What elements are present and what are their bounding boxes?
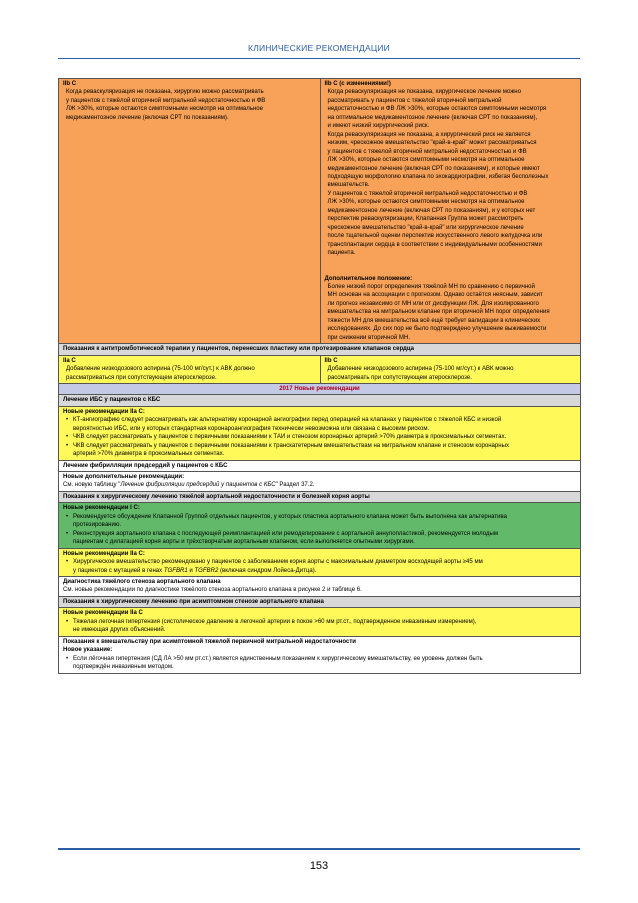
header-title: КЛИНИЧЕСКИЕ РЕКОМЕНДАЦИИ	[248, 43, 390, 53]
class-heading: IIb C	[63, 81, 77, 87]
text-line: у пациентов с тяжелой вторичной митральной недостаточностью и ФВ	[327, 148, 527, 155]
bullet-item: • ЧКВ следует рассматривать у пациентов с первичными показаниями к транскатетерным вмешательствам на митральном клапане и стенозом коронарных	[63, 442, 576, 450]
recommendation-cell	[59, 407, 580, 460]
text-line: ли прогноз независимо от МН или от дисфункции ЛЖ. Для изолированного	[327, 300, 539, 307]
bullet-continuation: артерий >70% диаметра в проксимальных сегментах.	[73, 451, 225, 458]
recommendations-table	[58, 78, 581, 674]
table-row	[59, 472, 580, 492]
new-recommendation-cell	[320, 79, 581, 343]
bullet-item: • ЧКВ следует рассматривать у пациентов с первичными показаниями к ТАИ и стенозом коронарных артерий >70% диаметра в проксимальных сегментах.	[63, 433, 576, 441]
recommendation-cell	[59, 608, 580, 635]
table-row	[59, 461, 580, 472]
table-row	[59, 407, 580, 461]
text-line: Добавление низкодозового аспирина (75-100 мг/сут.) к АВК должно	[66, 366, 255, 373]
bullet-continuation: протезированию.	[73, 522, 122, 529]
page-number: 153	[309, 860, 329, 872]
text-line: ЛЖ >30%, которые остаются симптомными несмотря на оптимальное	[66, 106, 264, 113]
section-title: Показания к антитромботической терапии у пациентов, перенесших пластику или протезирование клапанов сердца	[59, 344, 580, 354]
bullet-item: • Тяжелая легочная гипертензия (систолическое давление в легочной артерии в покое >60 мм рт.ст., подтвержденное инвазивным измерением),	[63, 618, 576, 626]
text-line: пациента.	[327, 250, 356, 257]
text-line: подходящую морфологию клапана по эхокардиографии, избегая бесполезных	[327, 173, 549, 180]
table-row	[59, 395, 580, 406]
old-recommendation-cell	[59, 356, 320, 383]
text-line: МН основан на ассоциации с прогнозом. Однако остаётся неясным, зависит	[327, 292, 543, 299]
footer-rule	[58, 848, 580, 850]
section-title: Диагностика тяжёлого стеноза аортального клапана	[63, 579, 221, 586]
class-heading: Новые рекомендации IIa C	[63, 610, 143, 617]
gene-name: TGFBR2	[194, 567, 219, 574]
text-part: См. новую таблицу "	[63, 482, 121, 489]
table-row	[59, 503, 580, 548]
recommendation-cell	[59, 577, 580, 596]
text-line: и имеют низкий хирургический риск.	[327, 123, 430, 130]
gene-name: TGFBR1	[163, 567, 188, 574]
text-line: рассматривать у пациентов с тяжелой вторичной митральной	[327, 97, 502, 104]
class-heading: IIb C	[324, 357, 338, 364]
new-recommendations-banner: 2017 Новые рекомендации	[59, 384, 580, 394]
text-part: " Раздел 37.2.	[275, 482, 315, 489]
text-line: вмешательств.	[327, 182, 370, 189]
text-part: (включая синдром Лойеса-Дитца).	[218, 567, 317, 574]
text-line: вмешательства на митральном клапане при вторичной МН порог определения	[327, 309, 550, 316]
recommendation-cell	[59, 472, 580, 491]
text-line: медикаментозное лечение (включая СРТ по показаниям).	[66, 114, 229, 121]
bullet-item: • Если лёгочная гипертензия (СД ЛА >50 мм рт.ст.) является единственным показанием к хирургическому вмешательству, ее уровень должен быть	[63, 655, 576, 663]
reference-text	[63, 481, 576, 489]
text-line: низким, чрескожное вмешательство "край-в-край" может рассматриваться	[327, 140, 537, 147]
bullet-continuation: вероятностью ИБС, или у которых стандартная коронароангиография технически невозможна или связана с высоким риском.	[73, 425, 430, 432]
bullet-continuation: пациентам с дилатацией корня аорты и трёхстворчатым аортальным клапаном, если выполняется опытными хирургами.	[73, 539, 415, 546]
table-reference-title: Лечение фибрилляции предсердий у пациентов с КБС	[120, 482, 276, 489]
table-row	[59, 549, 580, 577]
text-line: медикаментозное лечение (включая СРТ по показаниям), и которые имеют	[327, 165, 540, 172]
class-heading: IIa C	[63, 357, 76, 364]
table-row	[59, 608, 580, 636]
text-line: при снижении вторичной МН.	[327, 334, 410, 341]
text-line: тяжести МН для вмешательства всё ещё требует валидации в клинических	[327, 317, 541, 324]
header-rule	[58, 58, 580, 59]
section-title: Показания к хирургическому лечению тяжёлой аортальной недостаточности и болезней корня аорты	[59, 492, 580, 502]
bullet-item: • Хирургическое вмешательство рекомендовано у пациентов с заболеванием корня аорты с максимальным диаметром восходящей аорты ≥45 мм	[63, 558, 576, 566]
table-row	[59, 344, 580, 355]
text-line: исследованиях. До сих пор не было подтверждено улучшение выживаемости	[327, 326, 547, 333]
bullet-continuation: не имеющая других объяснений.	[73, 627, 166, 634]
table-row	[59, 79, 580, 344]
bullet-item: • Рекомендуется обсуждение Клапанной Группой отдельных пациентов, у которых пластика аортального клапана может быть выполнена как альтернатива	[63, 513, 576, 521]
class-heading: IIb C (с изменениями!)	[324, 81, 391, 87]
text-line: рассматриваться при сопутствующем атеросклерозе.	[66, 374, 217, 381]
class-heading: Новые дополнительные рекомендации:	[63, 474, 185, 481]
table-row	[59, 492, 580, 503]
text-line: перспектив реваскуляризации, Клапанная Группа может рассмотреть	[327, 216, 524, 223]
text-line: у пациентов с тяжёлой вторичной митральной недостаточностью и ФВ	[66, 97, 266, 104]
new-recommendation-cell	[320, 356, 581, 383]
class-heading: Новые рекомендации I C:	[63, 505, 140, 512]
text-part: и	[187, 567, 195, 574]
section-title: Показания к хирургическому лечению при асимптомном стенозе аортального клапана	[59, 597, 580, 607]
text-line: См. новые рекомендации по диагностике тяжёлого стеноза аортального клапана в рисунке 2 и таблице 6.	[63, 587, 362, 594]
class-heading: Новые рекомендации IIa C:	[63, 550, 145, 557]
recommendation-cell	[59, 503, 580, 547]
class-heading: Новое указание:	[63, 647, 113, 654]
text-part: у пациентов с мутацией в генах	[73, 567, 164, 574]
text-line: рассматривать при сопутствующем атеросклерозе.	[327, 374, 472, 381]
bullet-item: • КТ-ангиографию следует рассматривать как альтернативу коронарной ангиографии перед операцией на клапанах у пациентов с тяжелой КБС и низкой	[63, 416, 576, 424]
text-line: ЛЖ >30%, которые остаются симптомными несмотря на оптимальное	[327, 157, 525, 164]
recommendation-cell	[59, 549, 580, 576]
old-recommendation-cell	[59, 79, 320, 343]
bullet-item: • Реконструкция аортального клапана с последующей реимплантацией или ремоделирование с аортальной аннулопластикой, рекомендуется молодым	[63, 530, 576, 538]
text-line: ЛЖ >30%, которые остаются симптомными несмотря на оптимальное	[327, 199, 525, 206]
recommendation-cell	[59, 637, 580, 673]
table-row	[59, 384, 580, 395]
text-line: недостаточностью и ФВ ЛЖ >30%, которые остаются симптомными несмотря	[327, 106, 547, 113]
text-line: трансплантации сердца в соответствии с индивидуальными особенностями	[327, 241, 542, 248]
text-line: Более низкий порог определения тяжёлой МН по сравнению с первичной	[327, 283, 535, 290]
table-row	[59, 356, 580, 384]
text-line: Когда реваскуляризация не показана, а хирургический риск не является	[327, 131, 531, 138]
section-title: Показания к вмешательству при асимптомной тяжелой первичной митральной недостаточности	[63, 638, 357, 645]
class-heading: Новые рекомендации IIa C:	[63, 408, 145, 415]
text-line: У пациентов с тяжелой вторичной митральной недостаточностью и ФВ	[327, 190, 528, 197]
text-line: на оптимальное медикаментозное лечение (включая СРТ по показаниям),	[327, 114, 538, 121]
table-row	[59, 597, 580, 608]
table-row	[59, 577, 580, 597]
table-row	[59, 637, 580, 673]
text-line: Когда реваскуляризация не показана, хирургию можно рассматривать	[66, 89, 264, 96]
bullet-continuation	[63, 567, 576, 575]
text-line: чрескожное вмешательство "край-в-край" или хирургическое лечение	[327, 224, 524, 231]
text-line: Добавление низкодозового аспирина (75-100 мг/сут.) к АВК можно	[327, 366, 514, 373]
bullet-continuation: подтверждён инвазивным методом.	[73, 664, 174, 671]
section-title: Лечение ИБС у пациентов с КБС	[59, 395, 580, 405]
additional-provision-heading: Дополнительное положение:	[324, 275, 413, 282]
text-line: после тщательной оценки перспектив искусственного левого желудочка или	[327, 233, 543, 240]
text-line: медикаментозное лечение (включая СРТ по показаниям), и у которых нет	[327, 207, 536, 214]
text-line: Когда реваскуляризация не показана, хирургическое лечение можно	[327, 89, 521, 96]
section-title: Лечение фибрилляции предсердий у пациентов с КБС	[59, 461, 580, 471]
